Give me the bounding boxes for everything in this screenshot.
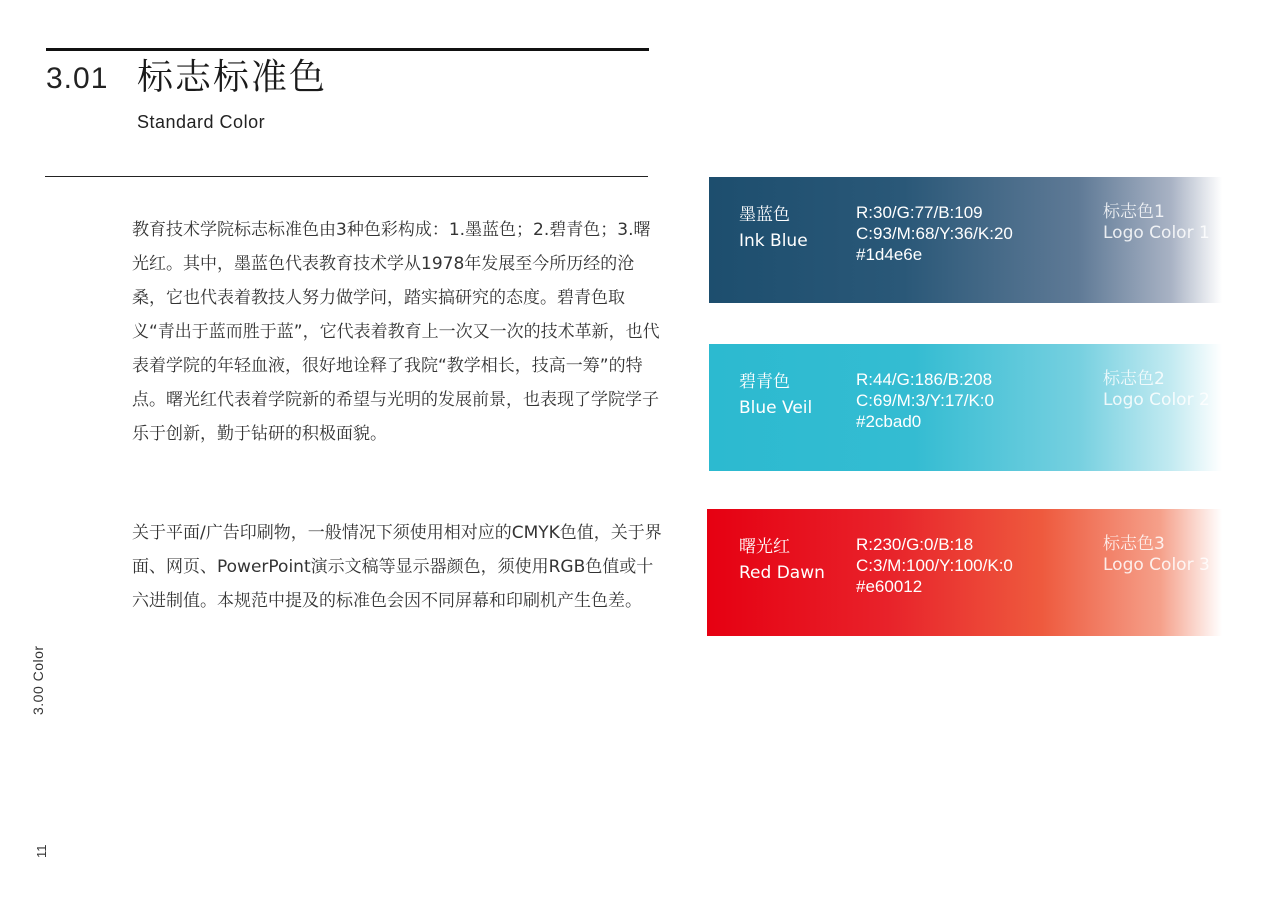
swatch-hex: #e60012 [856,577,923,596]
swatch-logo-en: Logo Color 1 [1103,223,1210,243]
swatch-name [739,534,825,586]
swatch-cmyk: C:93/M:68/Y:36/K:20 [856,224,1013,243]
color-swatch-blue-veil [709,344,1222,471]
swatch-logo-en: Logo Color 3 [1103,555,1210,575]
page-number: 11 [34,844,49,858]
intro-paragraph: 教育技术学院标志标准色由3种色彩构成：1.墨蓝色；2.碧青色；3.曙光红。其中，墨蓝色代表教育技术学从1978年发展至今所历经的沧桑，它也代表着教技人努力做学问，踏实搞研究的态度。碧青色取义“青出于蓝而胜于蓝”，它代表着教育上一次又一次的技术革新，也代表着学院的年轻血液，很好地诠释了我院“教学相长，技高一筹”的特点。曙光红代表着学院新的希望与光明的发展前景，也表现了学院学子乐于创新，勤于钻研的积极面貌。 [132,220,660,444]
swatch-logo-label [1103,202,1210,244]
section-side-label: 3.00 Color [30,645,46,715]
color-swatch-red-dawn [707,509,1222,636]
swatch-name [739,202,808,254]
swatch-name-en: Blue Veil [739,398,813,418]
swatch-logo-cn: 标志色1 [1103,202,1165,222]
swatch-rgb: R:30/G:77/B:109 [856,203,983,222]
swatch-logo-en: Logo Color 2 [1103,390,1210,410]
swatch-values [856,369,994,432]
swatch-name-cn: 墨蓝色 [739,205,790,225]
swatch-logo-label [1103,369,1210,411]
swatch-logo-label [1103,534,1210,576]
swatch-name-en: Red Dawn [739,563,825,583]
swatch-hex: #1d4e6e [856,245,923,264]
swatch-rgb: R:230/G:0/B:18 [856,535,974,554]
swatch-name-en: Ink Blue [739,231,808,251]
color-swatch-ink-blue [709,177,1222,303]
swatch-logo-cn: 标志色3 [1103,534,1165,554]
swatch-name-cn: 碧青色 [739,372,790,392]
swatch-name-cn: 曙光红 [739,537,790,557]
swatch-hex: #2cbad0 [856,412,922,431]
page-title: 标志标准色 [137,57,328,98]
usage-paragraph: 关于平面/广告印刷物，一般情况下须使用相对应的CMYK色值，关于界面、网页、PowerPoint演示文稿等显示器颜色，须使用RGB色值或十六进制值。本规范中提及的标准色会因不同屏幕和印刷机产生色差。 [132,523,662,611]
swatch-cmyk: C:3/M:100/Y:100/K:0 [856,556,1013,575]
swatch-rgb: R:44/G:186/B:208 [856,370,993,389]
divider-rule [45,176,648,177]
top-rule [46,48,649,51]
swatch-values [856,534,1013,597]
swatch-values [856,202,1013,265]
swatch-name [739,369,812,421]
section-number: 3.01 [46,62,109,95]
swatch-cmyk: C:69/M:3/Y:17/K:0 [856,391,994,410]
page-subtitle: Standard Color [137,112,266,132]
swatch-logo-cn: 标志色2 [1103,369,1165,389]
